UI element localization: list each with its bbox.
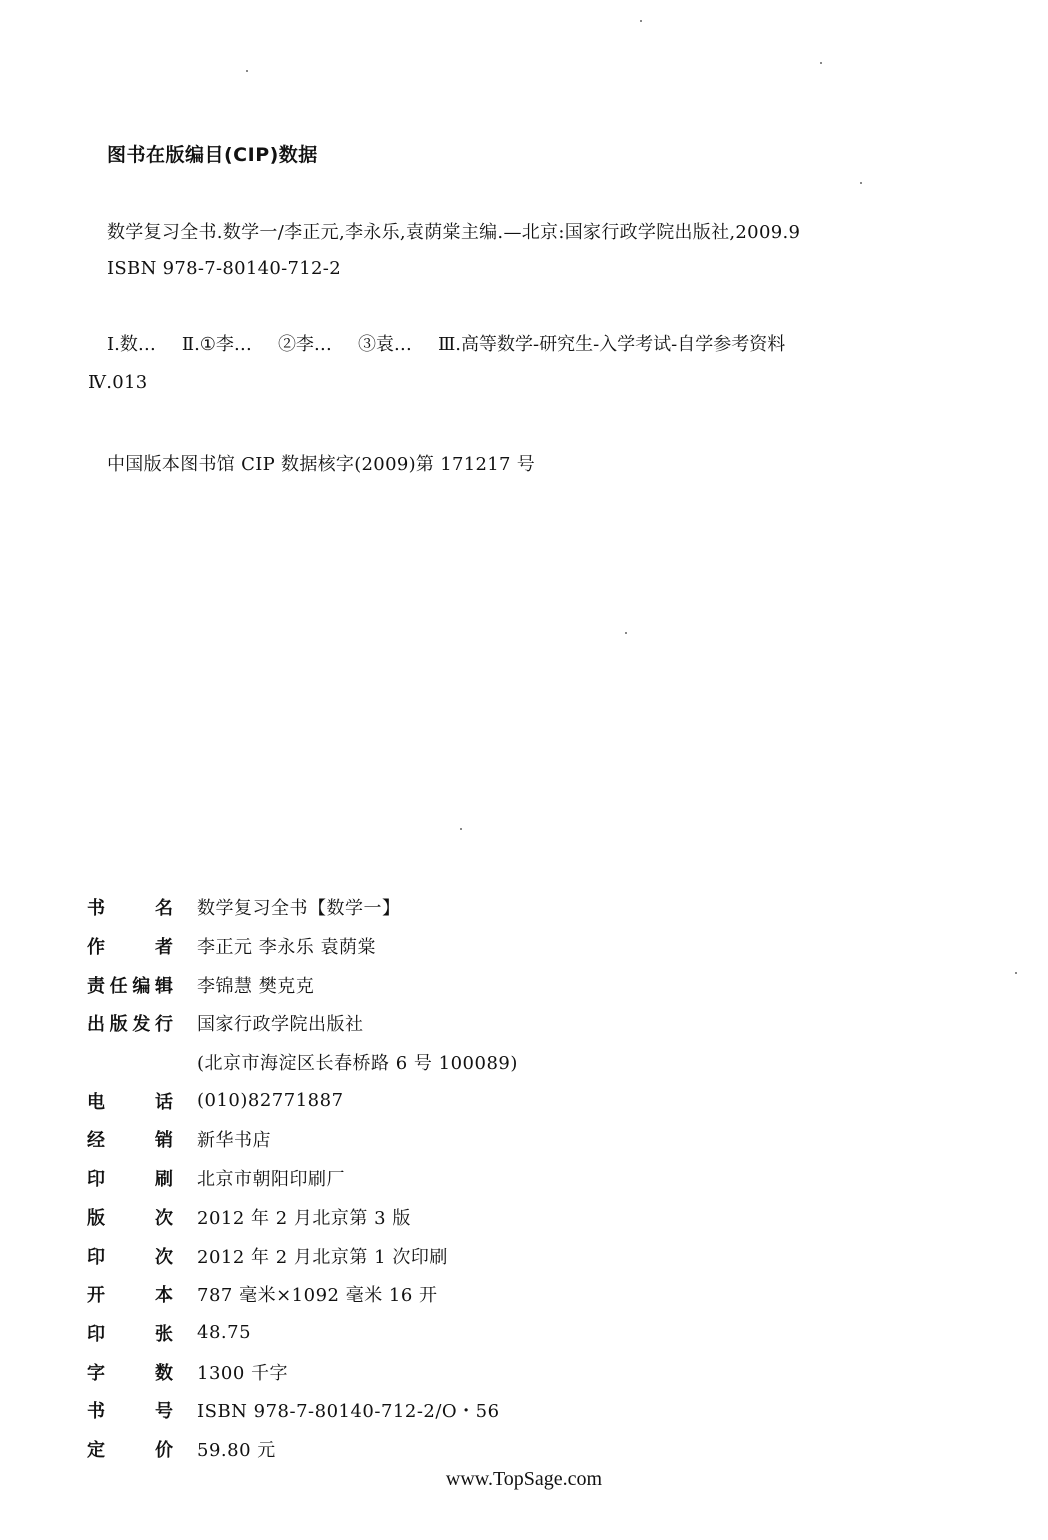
scan-speck [820, 62, 822, 64]
classification-item: Ⅲ.高等数学-研究生-入学考试-自学参考资料 [437, 334, 786, 355]
info-row [87, 1043, 518, 1082]
info-label: 电 话 [87, 1091, 173, 1113]
info-row [87, 1275, 518, 1314]
info-label: 作 者 [87, 937, 173, 959]
scan-speck [460, 828, 462, 830]
info-row [87, 1391, 518, 1430]
cip-verification: 中国版本图书馆 CIP 数据核字(2009)第 171217 号 [107, 454, 536, 475]
scan-speck [640, 20, 642, 22]
info-value: 李锦慧 樊克克 [197, 975, 315, 997]
info-value: 李正元 李永乐 袁荫棠 [197, 937, 376, 959]
info-row [87, 1198, 518, 1237]
info-row [87, 927, 518, 966]
info-row [87, 888, 518, 927]
info-value: 数学复习全书【数学一】 [197, 898, 401, 920]
info-label: 书 号 [87, 1401, 173, 1423]
info-row [87, 1081, 518, 1120]
info-value: 北京市朝阳印刷厂 [197, 1169, 345, 1191]
book-info-list [87, 888, 518, 1468]
classification-item: Ⅱ.①李… [181, 334, 252, 355]
info-row [87, 1159, 518, 1198]
info-value: 2012 年 2 月北京第 3 版 [197, 1207, 411, 1229]
scan-speck [1015, 972, 1017, 974]
info-label: 印 张 [87, 1323, 173, 1345]
classification-item: ③袁… [357, 334, 412, 355]
info-value: 787 毫米×1092 毫米 16 开 [197, 1285, 438, 1307]
info-label: 定 价 [87, 1439, 173, 1461]
info-row [87, 965, 518, 1004]
info-label: 印 次 [87, 1246, 173, 1268]
info-label: 责 任 编 辑 [87, 975, 173, 997]
info-label: 出 版 发 行 [87, 1014, 173, 1036]
info-row [87, 1120, 518, 1159]
scan-speck [860, 182, 862, 184]
info-value: 1300 千字 [197, 1362, 289, 1384]
info-label: 字 数 [87, 1362, 173, 1384]
cip-clc-number: Ⅳ.013 [88, 372, 148, 393]
info-label: 开 本 [87, 1285, 173, 1307]
info-value: 国家行政学院出版社 [197, 1014, 364, 1036]
classification-item: Ⅰ.数… [107, 334, 156, 355]
info-row [87, 1236, 518, 1275]
cip-isbn-line: ISBN 978-7-80140-712-2 [107, 258, 341, 279]
info-value: (北京市海淀区长春桥路 6 号 100089) [197, 1053, 518, 1075]
footer-website: www.TopSage.com [445, 1468, 603, 1490]
info-value: 新华书店 [197, 1130, 271, 1152]
classification-item: ②李… [277, 334, 332, 355]
info-value: 48.75 [197, 1322, 252, 1344]
cip-catalog-line: 数学复习全书.数学一/李正元,李永乐,袁荫棠主编.—北京:国家行政学院出版社,2009.9 [107, 222, 801, 243]
cip-classification [107, 330, 987, 356]
scan-speck [246, 70, 248, 72]
info-value: 59.80 元 [197, 1439, 276, 1461]
info-row [87, 1430, 518, 1469]
info-row [87, 1314, 518, 1353]
info-label: 印 刷 [87, 1169, 173, 1191]
info-label: 书 名 [87, 898, 173, 920]
info-label: 版 次 [87, 1207, 173, 1229]
info-row [87, 1352, 518, 1391]
info-label: 经 销 [87, 1130, 173, 1152]
cip-title: 图书在版编目(CIP)数据 [107, 144, 318, 166]
info-value: 2012 年 2 月北京第 1 次印刷 [197, 1246, 448, 1268]
info-row [87, 1004, 518, 1043]
info-value: ISBN 978-7-80140-712-2/O・56 [197, 1401, 500, 1423]
scan-speck [625, 632, 627, 634]
info-value: (010)82771887 [197, 1090, 344, 1112]
